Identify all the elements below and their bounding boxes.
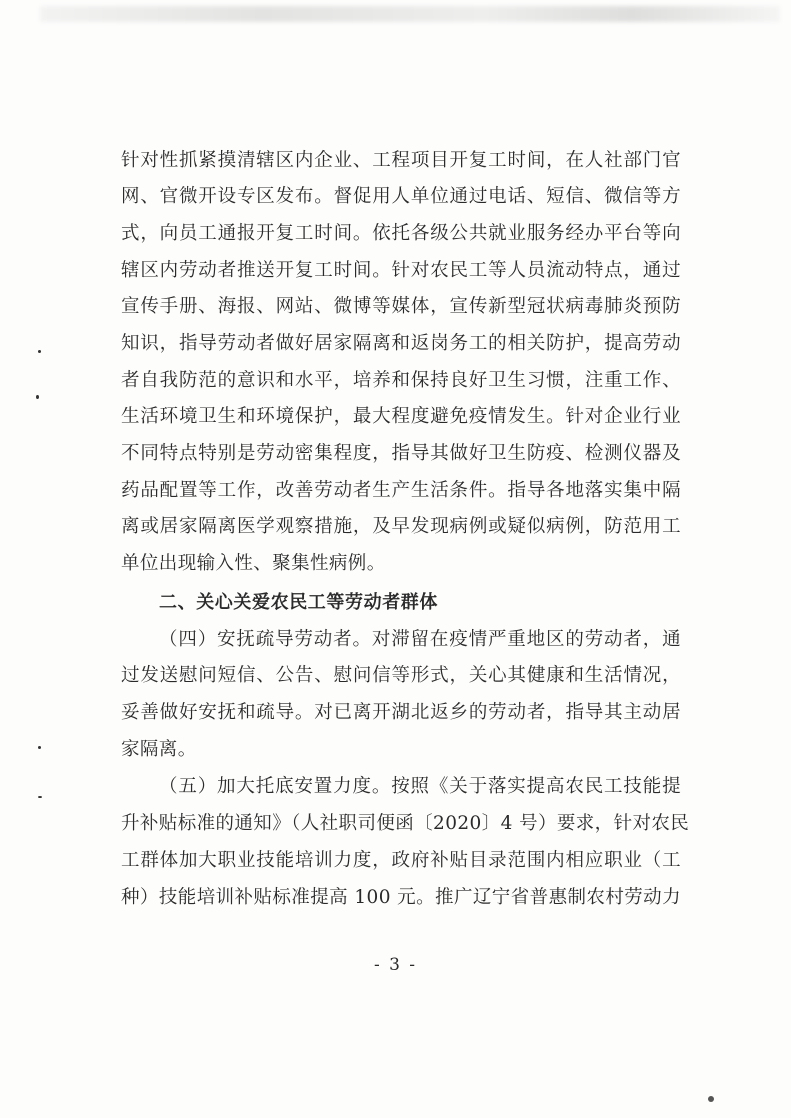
paragraph-line: 知识，指导劳动者做好居家隔离和返岗务工的相关防护，提高劳动 — [121, 333, 681, 354]
paragraph-line: 工群体加大职业技能培训力度，政府补贴目录范围内相应职业（工 — [121, 850, 681, 871]
paragraph-line: 针对性抓紧摸清辖区内企业、工程项目开复工时间，在人社部门官 — [121, 150, 681, 171]
paragraph-line: 过发送慰问短信、公告、慰问信等形式，关心其健康和生活情况， — [121, 665, 681, 686]
paragraph-line: 辖区内劳动者推送开复工时间。针对农民工等人员流动特点，通过 — [121, 260, 681, 281]
page-number: - 3 - — [373, 955, 418, 975]
paragraph-line: 单位出现输入性、聚集性病例。 — [121, 553, 386, 574]
paragraph-line: 宣传手册、海报、网站、微博等媒体，宣传新型冠状病毒肺炎预防 — [121, 296, 681, 317]
paragraph-line: 不同特点特别是劳动密集程度，指导其做好卫生防疫、检测仪器及 — [121, 443, 681, 464]
paragraph-line: （四）安抚疏导劳动者。对滞留在疫情严重地区的劳动者，通 — [159, 629, 681, 650]
paragraph-line: 生活环境卫生和环境保护，最大程度避免疫情发生。针对企业行业 — [121, 406, 681, 427]
section-heading: 二、关心关爱农民工等劳动者群体 — [159, 592, 438, 613]
paragraph-line: 式，向员工通报开复工时间。依托各级公共就业服务经办平台等向 — [121, 223, 681, 244]
scan-speck — [38, 746, 41, 749]
paragraph-line: 种）技能培训补贴标准提高 100 元。推广辽宁省普惠制农村劳动力 — [121, 887, 681, 908]
scan-speck — [38, 350, 41, 353]
scan-artifact — [40, 6, 780, 22]
paragraph-line: （五）加大托底安置力度。按照《关于落实提高农民工技能提 — [159, 776, 681, 797]
scan-speck — [36, 395, 39, 399]
paragraph-line: 升补贴标准的通知》（人社职司便函〔2020〕4 号）要求，针对农民 — [121, 813, 690, 834]
paragraph-line: 者自我防范的意识和水平，培养和保持良好卫生习惯，注重工作、 — [121, 370, 681, 391]
paragraph-line: 网、官微开设专区发布。督促用人单位通过电话、短信、微信等方 — [121, 186, 681, 207]
scan-speck — [38, 796, 42, 798]
paragraph-line: 妥善做好安抚和疏导。对已离开湖北返乡的劳动者，指导其主动居 — [121, 702, 681, 723]
paragraph-line: 离或居家隔离医学观察措施，及早发现病例或疑似病例，防范用工 — [121, 516, 681, 537]
paragraph-line: 药品配置等工作，改善劳动者生产生活条件。指导各地落实集中隔 — [121, 480, 681, 501]
scan-speck — [708, 1096, 714, 1102]
paragraph-line: 家隔离。 — [121, 739, 197, 760]
